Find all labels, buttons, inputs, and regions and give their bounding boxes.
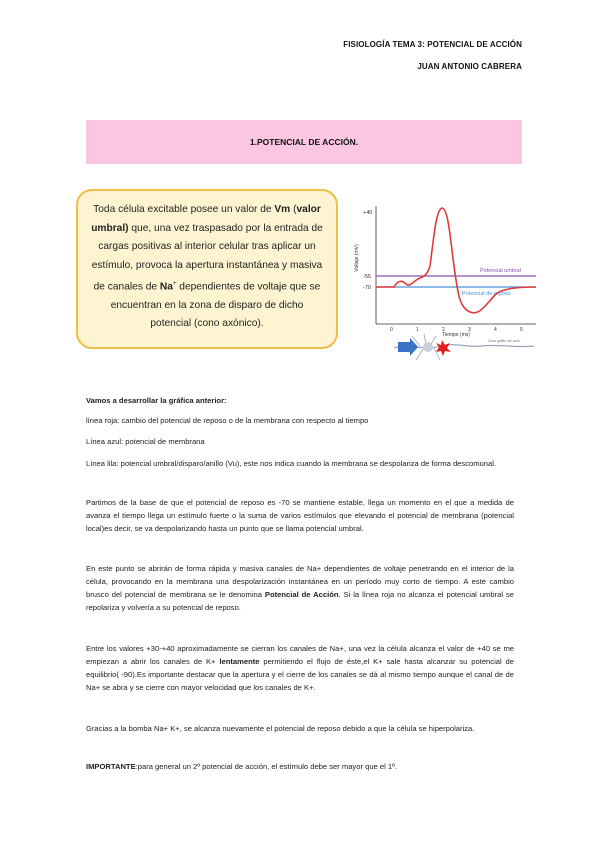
callout-sup: + xyxy=(172,281,177,287)
channels-text-2: permitiendo el flujo de éste,el K+ sale hasta alcanzar su potencial de equilibrio( -90).Es importante destacar que la apertura y el cierre de los canales se dá al mismo tiempo aunque el canal de de Na+ se abra y se cierre con mayor velocidad que los canales de K+. xyxy=(86,657,515,692)
callout-text-3: que, una vez traspasado por la entrada de cargas positivas al interior celular tras aplicar un estímulo, provoca la apertura instantánea y masiva de canales de xyxy=(91,222,323,293)
header-author: JUAN ANTONIO CABRERA xyxy=(417,62,522,71)
section-title-banner xyxy=(86,120,522,164)
body-paragraph-channels xyxy=(86,642,514,694)
x-tick-4: 4 xyxy=(494,327,497,333)
rest-label: Potencial de reposo xyxy=(462,291,511,297)
action-bold: Potencial de Acción xyxy=(264,590,339,599)
important-label: IMPORTANTE xyxy=(86,762,136,771)
x-axis-label: Tiempo (ms) xyxy=(442,332,470,338)
definition-callout xyxy=(76,189,338,349)
spark-icon xyxy=(436,340,451,356)
callout-bold-na: Na xyxy=(159,281,173,293)
body-red-line: línea roja: cambio del potencial de reposo o de la membrana con respecto al tiempo xyxy=(86,416,369,425)
x-tick-5: 5 xyxy=(520,327,523,333)
body-paragraph-rest: Partimos de la base de que el potencial de reposo es -70 se mantiene estable, llega un momento en el que a medida de avanza el tiempo llega un estímulo fuerte o la suma de varios estímulos que elevando el potencial de membrana (potencial local)es decir, se va despolarizando hasta un punto que se llama potencial umbral. xyxy=(86,498,514,533)
body-paragraph-pump: Gracias a la bomba Na+ K+, se alcanza nuevamente el potencial de reposo debido a que la célula se hiperpolariza. xyxy=(86,724,475,733)
x-tick-1: 1 xyxy=(416,327,419,333)
body-paragraph-action xyxy=(86,562,514,614)
channels-bold: lentamente xyxy=(219,657,260,666)
action-potential-figure xyxy=(350,196,540,376)
threshold-label: Potencial umbral xyxy=(480,268,521,274)
action-potential-curve xyxy=(376,208,536,313)
y-tick-70: -70 xyxy=(363,285,371,291)
callout-text-2: ( xyxy=(290,204,297,215)
action-text-1: En este punto se abrirán de forma rápida y masiva canales de Na+ dependientes de voltaje penetrando en el interior de la célula, provocando en la membrana una despolarización instantánea en un período muy corto de tiempo. A este cambio brusco del potencial de membrana se le denomina xyxy=(86,564,514,599)
channels-text-1: Entre los valores +30-+40 aproximadamente se cierran los canales de Na+, una vez la célula alcanza el valor de +40 se me empiezan a abrir los canales de K+ xyxy=(86,644,514,666)
x-tick-2: 2 xyxy=(442,327,445,333)
stimulus-arrow-icon xyxy=(398,338,418,356)
body-important xyxy=(86,760,514,773)
important-text: :para general un 2º potencial de acción, el estímulo debe ser mayor que el 1º. xyxy=(135,762,398,771)
callout-bold-valor: valor umbral) xyxy=(91,204,321,234)
body-blue-line: Línea azul: potencial de membrana xyxy=(86,437,205,446)
y-axis-label: Voltaje (mV) xyxy=(354,244,360,272)
body-purple-line: Línea lila: potencial umbral/disparo/anillo (Vu), este nos indica cuando la membrana se despolariza de forma descomunal. xyxy=(86,459,497,468)
header-subject: FISIOLOGÍA TEMA 3: POTENCIAL DE ACCIÓN xyxy=(343,40,522,49)
y-tick-40: +40 xyxy=(363,210,373,216)
body-intro: Vamos a desarrollar la gráfica anterior: xyxy=(86,396,227,405)
x-tick-0: 0 xyxy=(390,327,393,333)
x-tick-3: 3 xyxy=(468,327,471,333)
section-title: 1.POTENCIAL DE ACCIÓN. xyxy=(249,137,359,147)
callout-text-4: dependientes de voltaje que se encuentran en la zona de disparo de dicho potencial (cono axónico). xyxy=(110,281,321,330)
callout-text-1: Toda célula excitable posee un valor de xyxy=(93,204,275,215)
neuron-caption: Zona gatillo del axón xyxy=(488,339,521,343)
action-text-2: . Si la línea roja no alcanza el potencial umbral se repolariza y volvería a su potencial de reposo. xyxy=(86,590,514,612)
y-tick-55: -55 xyxy=(363,274,371,280)
callout-bold-vm: Vm xyxy=(274,204,291,215)
